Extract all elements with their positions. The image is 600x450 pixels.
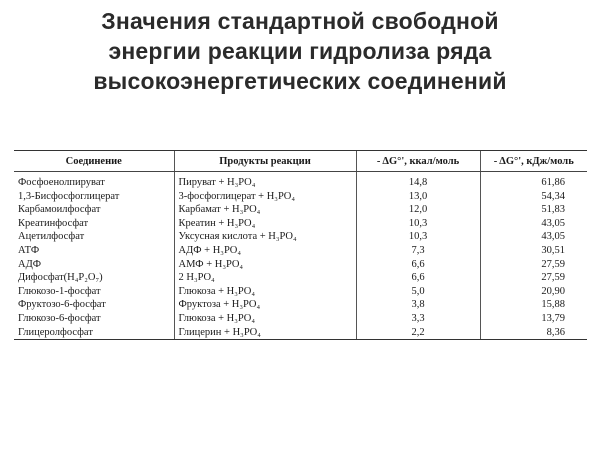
header-compound: Соединение — [14, 151, 174, 171]
cell-kj: 8,36 — [546, 326, 565, 338]
cell-compound: Глицеролфосфат — [14, 326, 174, 340]
cell-compound: АТФ — [14, 244, 174, 258]
table-row — [14, 326, 587, 340]
cell-kcal: 13,0 — [356, 190, 480, 204]
cell-compound: 1,3-Бисфосфоглицерат — [14, 190, 174, 204]
cell-products: Глицерин + H₃PO₄ — [174, 326, 356, 340]
cell-kcal: 6,6 — [356, 271, 480, 285]
cell-products: АДФ + H₃PO₄ — [174, 244, 356, 258]
cell-kcal: 3,3 — [356, 312, 480, 326]
cell-kj: 15,88 — [541, 299, 565, 311]
cell-products: Креатин + H₃PO₄ — [174, 217, 356, 231]
table-row — [14, 230, 587, 244]
cell-compound: Ацетилфосфат — [14, 230, 174, 244]
cell-kj: 51,83 — [541, 204, 565, 216]
title-line-1: Значения стандартной свободной — [101, 8, 499, 34]
cell-compound: Дифосфат(H₄P₂O₇) — [14, 271, 174, 285]
cell-kj: 43,05 — [541, 231, 565, 243]
cell-products: Карбамат + H₃PO₄ — [174, 203, 356, 217]
cell-compound: Креатинфосфат — [14, 217, 174, 231]
cell-kcal: 6,6 — [356, 258, 480, 272]
cell-kj: 20,90 — [541, 285, 565, 297]
table-row — [14, 285, 587, 299]
cell-kj: 13,79 — [541, 312, 565, 324]
table-row — [14, 244, 587, 258]
cell-compound: Глюкозо-6-фосфат — [14, 312, 174, 326]
cell-products: АМФ + H₃PO₄ — [174, 258, 356, 272]
cell-kcal: 5,0 — [356, 285, 480, 299]
cell-products: Фруктоза + H₃PO₄ — [174, 298, 356, 312]
data-table — [14, 151, 587, 171]
cell-products: Глюкоза + H₃PO₄ — [174, 312, 356, 326]
cell-products: Пируват + H₃PO₄ — [174, 172, 356, 190]
cell-kj: 43,05 — [541, 217, 565, 229]
table-row — [14, 258, 587, 272]
table-row — [14, 172, 587, 190]
slide-title — [0, 6, 600, 96]
cell-kj: 54,34 — [541, 190, 565, 202]
table-row — [14, 190, 587, 204]
cell-kcal: 2,2 — [356, 326, 480, 340]
cell-products: 2 H₃PO₄ — [174, 271, 356, 285]
header-products: Продукты реакции — [174, 151, 356, 171]
cell-kcal: 10,3 — [356, 217, 480, 231]
header-kj: - ΔG°', кДж/моль — [493, 155, 574, 167]
cell-kcal: 14,8 — [356, 172, 480, 190]
title-line-2: энергии реакции гидролиза ряда — [108, 38, 492, 64]
table-bottom-rule — [14, 339, 587, 340]
cell-compound: Фосфоенолпируват — [14, 172, 174, 190]
cell-products: 3-фосфоглицерат + H₃PO₄ — [174, 190, 356, 204]
data-table-body — [14, 172, 587, 339]
cell-kcal: 10,3 — [356, 230, 480, 244]
cell-products: Глюкоза + H₃PO₄ — [174, 285, 356, 299]
table-row — [14, 271, 587, 285]
cell-compound: Карбамоилфосфат — [14, 203, 174, 217]
cell-compound: Фруктозо-6-фосфат — [14, 298, 174, 312]
title-line-3: высокоэнергетических соединений — [93, 68, 507, 94]
cell-kj: 61,86 — [541, 177, 565, 188]
table-row — [14, 298, 587, 312]
cell-products: Уксусная кислота + H₃PO₄ — [174, 230, 356, 244]
cell-kj: 27,59 — [541, 272, 565, 284]
table-row — [14, 203, 587, 217]
cell-kj: 30,51 — [541, 244, 565, 256]
cell-kcal: 3,8 — [356, 298, 480, 312]
cell-kcal: 7,3 — [356, 244, 480, 258]
table-row — [14, 312, 587, 326]
gibbs-energy-table — [14, 150, 587, 340]
cell-kj: 27,59 — [541, 258, 565, 270]
table-row — [14, 217, 587, 231]
header-kcal: - ΔG°', ккал/моль — [356, 151, 480, 171]
cell-compound: Глюкозо-1-фосфат — [14, 285, 174, 299]
header-row — [14, 151, 587, 171]
cell-kcal: 12,0 — [356, 203, 480, 217]
cell-compound: АДФ — [14, 258, 174, 272]
